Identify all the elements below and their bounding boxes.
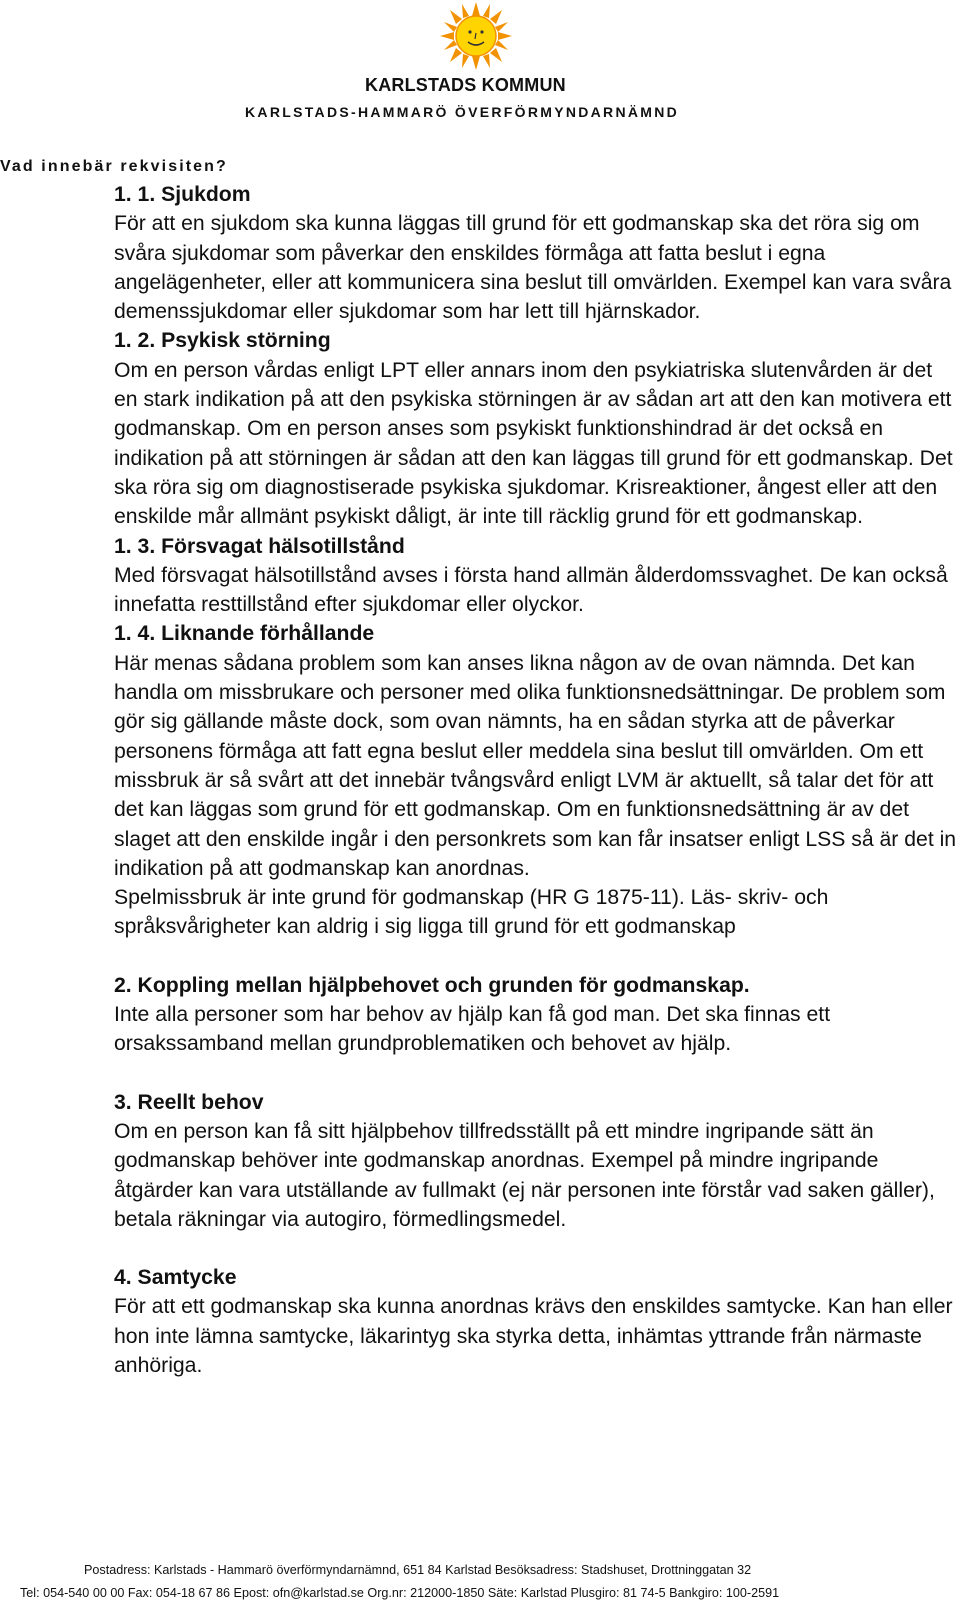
section-heading: 2. Koppling mellan hjälpbehovet och grunden för godmanskap. <box>114 973 750 997</box>
section-heading: 1. 3. Försvagat hälsotillstånd <box>114 534 405 558</box>
section-heading: 1. 1. Sjukdom <box>114 183 251 206</box>
document-title: Vad innebär rekvisiten? <box>0 158 228 175</box>
section-paragraph: För att ett godmanskap ska kunna anordnas krävs den enskildes samtycke. Kan han eller hon inte lämna samtycke, läkarintyg ska styrka detta, inhämtas yttrande från närmaste anhöriga. <box>114 1295 953 1377</box>
section-paragraph: Med försvagat hälsotillstånd avses i första hand allmän ålderdomssvaghet. De kan också innefatta resttillstånd efter sjukdomar eller olyckor. <box>114 563 948 617</box>
section-paragraph: Inte alla personer som har behov av hjälp kan få god man. Det ska finnas ett orsakssamband mellan grundproblematiken och behovet av hjälp. <box>114 1003 831 1056</box>
spacer <box>114 1234 959 1263</box>
section-paragraph: För att en sjukdom ska kunna läggas till grund för ett godmanskap ska det röra sig om svåra sjukdomar som påverkar den enskildes förmåga att fatta beslut i egna angelägenheter, eller att kommunicera sina beslut till omvärlden. Exempel kan vara svåra demenssjukdomar eller sjukdomar som har lett till hjärnskador. <box>114 212 952 324</box>
footer-address: Postadress: Karlstads - Hammarö överförmyndarnämnd, 651 84 Karlstad Besöksadress: Stadshuset, Drottninggatan 32 <box>84 1563 752 1577</box>
section-heading: 4. Samtycke <box>114 1266 237 1290</box>
footer-contact: Tel: 054-540 00 00 Fax: 054-18 67 86 Epost: ofn@karlstad.se Org.nr: 212000-1850 Säte: Karlstad Plusgiro: 81 74-5 Bankgiro: 100-2591 <box>20 1586 780 1600</box>
section-paragraph: Om en person vårdas enligt LPT eller annars inom den psykiatriska slutenvården är det en stark indikation på att den psykiska störningen är av sådan art att den kan motivera ett godmanskap. Om en person anses som psykiskt funktionshindrad är det också en indikation på att störningen är sådan att den kan läggas till grund för ett godmanskap. Det ska röra sig om diagnostiserade psykiska sjukdomar. Krisreaktioner, ångest eller att den enskilde mår allmänt psykiskt dåligt, är inte till räcklig grund för ett godmanskap. <box>114 358 953 529</box>
document-body <box>114 180 959 1380</box>
section-heading: 1. 4. Liknande förhållande <box>114 622 375 646</box>
spacer <box>114 942 959 971</box>
section-paragraph: Spelmissbruk är inte grund för godmanskap (HR G 1875-11). Läs- skriv- och språksvårigheter kan aldrig i sig ligga till grund för ett godmanskap <box>114 886 829 939</box>
section-heading: 3. Reellt behov <box>114 1090 264 1114</box>
committee-name: KARLSTADS-HAMMARÖ ÖVERFÖRMYNDARNÄMND <box>245 104 680 120</box>
section-heading: 1. 2. Psykisk störning <box>114 329 331 353</box>
sun-logo-icon <box>436 2 516 70</box>
spacer <box>114 1059 959 1088</box>
section-paragraph: Om en person kan få sitt hjälpbehov tillfredsställt på ett mindre ingripande sätt än godmanskap behöver inte godmanskap anordnas. Exempel på mindre ingripande åtgärder kan vara utställande av fullmakt (ej när personen inte förstår vad saken gäller), betala räkningar via autogiro, förmedlingsmedel. <box>114 1119 935 1231</box>
section-paragraph: Här menas sådana problem som kan anses likna någon av de ovan nämnda. Det kan handla om missbrukare och personer med olika funktionsnedsättningar. De problem som gör sig gällande måste dock, som ovan nämnts, ha en sådan styrka att de påverkar personens förmåga att fatt egna beslut eller meddela sina beslut till omvärlden. Om ett missbruk är så svårt att det innebär tvångsvård enligt LVM är aktuellt, så talar det för att det kan läggas som grund för ett godmanskap. Om en funktionsnedsättning är av det slaget att den enskilde ingår i den personkrets som kan får insatser enligt LSS så är det in indikation på att godmanskap kan anordnas. <box>114 651 957 880</box>
org-name: KARLSTADS KOMMUN <box>365 75 566 95</box>
